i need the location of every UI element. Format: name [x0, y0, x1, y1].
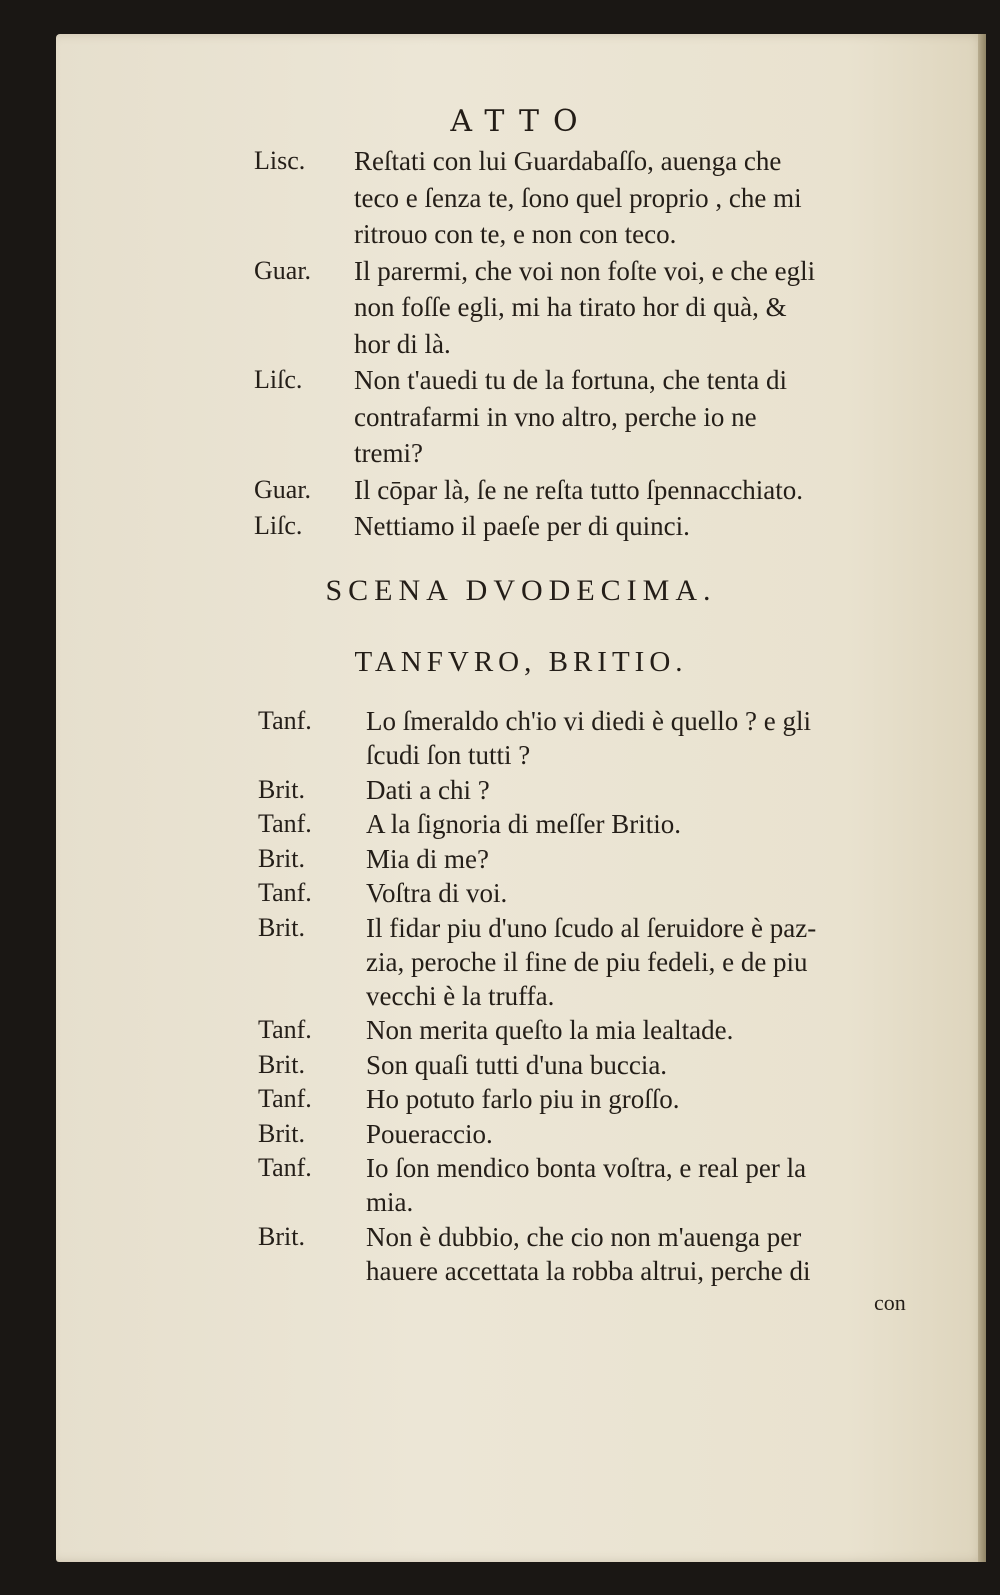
dialogue-line: ritrouo con te, e non con teco.: [354, 219, 677, 249]
speaker-label: Tanf.: [258, 809, 312, 838]
dialogue-line: Voſtra di voi.: [366, 878, 508, 908]
dialogue-line: hauere accettata la robba altrui, perche di: [366, 1255, 811, 1286]
catchword: con: [874, 1290, 906, 1315]
dialogue-line: tremi?: [354, 438, 423, 468]
speaker-label: Brit.: [258, 1118, 305, 1148]
dialogue-line: non foſſe egli, mi ha tirato hor di quà, &: [354, 292, 787, 322]
dialogue-line: teco e ſenza te, ſono quel proprio , che mi: [354, 182, 802, 213]
page-edge: [978, 34, 986, 1562]
speaker-label: Liſc.: [254, 365, 303, 394]
dialogue-line: A la ſignoria di meſſer Britio.: [366, 809, 681, 839]
dialogue-line: Son quaſi tutti d'una buccia.: [366, 1049, 668, 1080]
dialogue-line: contrafarmi in vno altro, perche io ne: [354, 401, 757, 432]
dialogue-line: Poueraccio.: [366, 1118, 493, 1149]
dialogue-line: Il fidar piu d'uno ſcudo al ſeruidore è paz-: [366, 912, 817, 943]
dialogue-line: vecchi è la truffa.: [366, 980, 555, 1011]
dialogue-line: Non è dubbio, che cio non m'auenga per: [366, 1221, 802, 1252]
speaker-label: Brit.: [258, 912, 305, 942]
dialogue-line: hor di là.: [354, 328, 451, 359]
speaker-label: Brit.: [258, 1049, 305, 1079]
running-header: ATTO: [450, 104, 592, 139]
scene-title: SCENA DVODECIMA.: [325, 574, 717, 607]
speaker-label: Tanf.: [258, 1153, 312, 1182]
dialogue-line: mia.: [366, 1187, 414, 1217]
speaker-label: Liſc.: [254, 511, 303, 540]
speaker-label: Lisc.: [254, 146, 306, 175]
speaker-label: Tanf.: [258, 706, 312, 735]
dialogue-line: Mia di me?: [366, 843, 489, 874]
scene-characters: TANFVRO, BRITIO.: [354, 646, 688, 678]
speaker-label: Guar.: [254, 255, 312, 285]
speaker-label: Brit.: [258, 774, 305, 804]
dialogue-line: Ho potuto farlo piu in groſſo.: [366, 1084, 680, 1114]
dialogue-line: Non merita queſto la mia lealtade.: [366, 1015, 734, 1045]
dialogue-line: Nettiamo il paeſe per di quinci.: [354, 511, 690, 541]
dialogue-line: Il parermi, che voi non foſte voi, e che egli: [354, 255, 816, 286]
book-page: [56, 34, 986, 1562]
dialogue-line: Io ſon mendico bonta voſtra, e real per la: [366, 1153, 807, 1183]
speaker-label: Tanf.: [258, 1015, 312, 1044]
dialogue-line: Dati a chi ?: [366, 774, 490, 805]
dialogue-line: ſcudi ſon tutti ?: [366, 740, 531, 770]
speaker-label: Tanf.: [258, 1084, 312, 1113]
dialogue-line: Lo ſmeraldo ch'io vi diedi è quello ? e gli: [366, 706, 811, 736]
dialogue-line: zia, peroche il fine de piu fedeli, e de piu: [366, 946, 808, 977]
speaker-label: Brit.: [258, 843, 305, 873]
speaker-label: Guar.: [254, 474, 312, 504]
speaker-label: Brit.: [258, 1221, 305, 1251]
speaker-label: Tanf.: [258, 878, 312, 907]
dialogue-line: Il cōpar là, ſe ne reſta tutto ſpennacchiato.: [354, 474, 804, 505]
dialogue-line: Non t'auedi tu de la fortuna, che tenta di: [354, 365, 787, 395]
dialogue-line: Reſtati con lui Guardabaſſo, auenga che: [354, 146, 782, 176]
